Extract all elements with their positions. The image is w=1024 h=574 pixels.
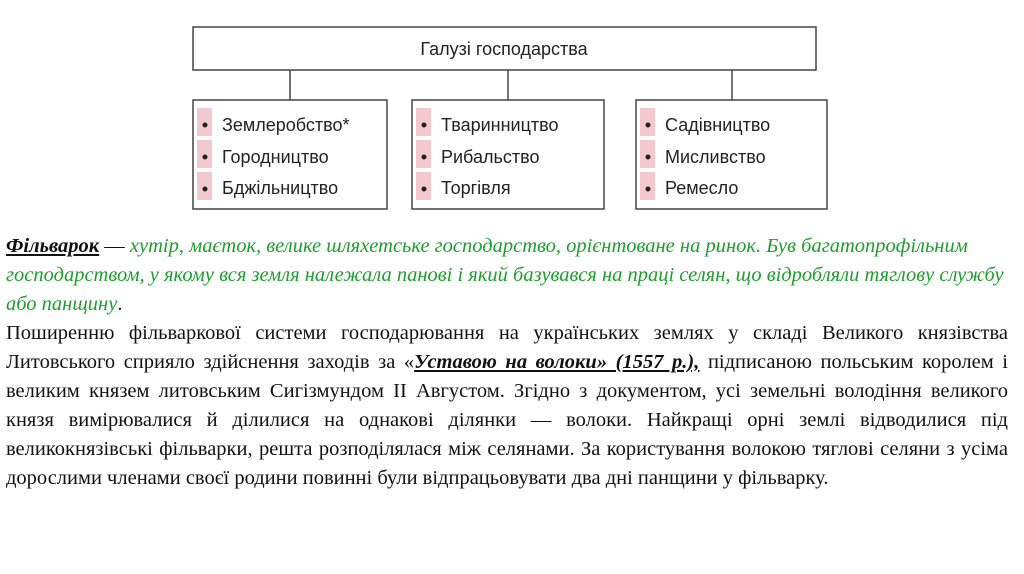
body-part-1: Поширенню фільваркової системи господарювання на українських землях у складі Великого князівства Литовського сприяло здійснення заходів за « <box>6 322 1008 373</box>
branch-group-3 <box>636 100 827 209</box>
bullet-dot <box>422 187 427 192</box>
text-block <box>6 232 1008 493</box>
bullet-dot <box>646 155 651 160</box>
bullet-marker <box>197 108 212 136</box>
branch-item: Мисливство <box>665 147 766 167</box>
definition-paragraph <box>6 232 1008 319</box>
root-node-label: Галузі господарства <box>420 39 588 59</box>
bullet-marker <box>640 108 655 136</box>
branch-group-1 <box>193 100 387 209</box>
branch-item: Бджільництво <box>222 178 339 198</box>
bullet-marker <box>416 108 431 136</box>
bullet-dot <box>646 123 651 128</box>
bullet-marker <box>197 172 212 200</box>
bullet-dot <box>646 187 651 192</box>
definition-text: хутір, маєток, велике шляхетське господарство, орієнтоване на ринок. Був багатопрофільним господарством, у якому вся земля належала панові і який базувався на праці селян, що відробляли тяглову службу або панщину <box>6 235 1004 315</box>
branch-group-2 <box>412 100 604 209</box>
branch-item: Садівництво <box>665 115 771 135</box>
bullet-marker <box>416 172 431 200</box>
branch-item: Рибальство <box>441 147 540 167</box>
bullet-dot <box>422 155 427 160</box>
document-reference: Уставою на волоки» (1557 р.), <box>414 351 700 373</box>
bullet-marker <box>640 140 655 168</box>
branch-item: Торгівля <box>441 178 511 198</box>
bullet-dot <box>203 155 208 160</box>
definition-term: Фільварок <box>6 235 100 257</box>
definition-dash: — <box>99 235 130 257</box>
branch-item: Землеробство* <box>222 115 350 135</box>
bullet-marker <box>640 172 655 200</box>
bullet-dot <box>422 123 427 128</box>
bullet-marker <box>197 140 212 168</box>
body-part-2: підписаною польським королем і великим князем литовським Сигізмундом II Августом. Згідно з документом, усі земельні володіння великого князя вимірювалися й ділилися на однакові ділянки — волоки. Найкращі орні землі відводилися під великокнязівські фільварки, решта розподілялася між селянами. За користування волокою тяглові селяни з усіма дорослими членами своєї родини повинні були відпрацьовувати два дні панщини у фільварку. <box>6 351 1008 489</box>
branch-item: Городництво <box>222 147 329 167</box>
bullet-dot <box>203 123 208 128</box>
bullet-marker <box>416 140 431 168</box>
definition-end: . <box>117 293 123 315</box>
bullet-dot <box>203 187 208 192</box>
branch-item: Ремесло <box>665 178 739 198</box>
body-paragraph <box>6 319 1008 493</box>
branch-item: Тваринництво <box>441 115 559 135</box>
branches-diagram <box>0 0 1024 215</box>
